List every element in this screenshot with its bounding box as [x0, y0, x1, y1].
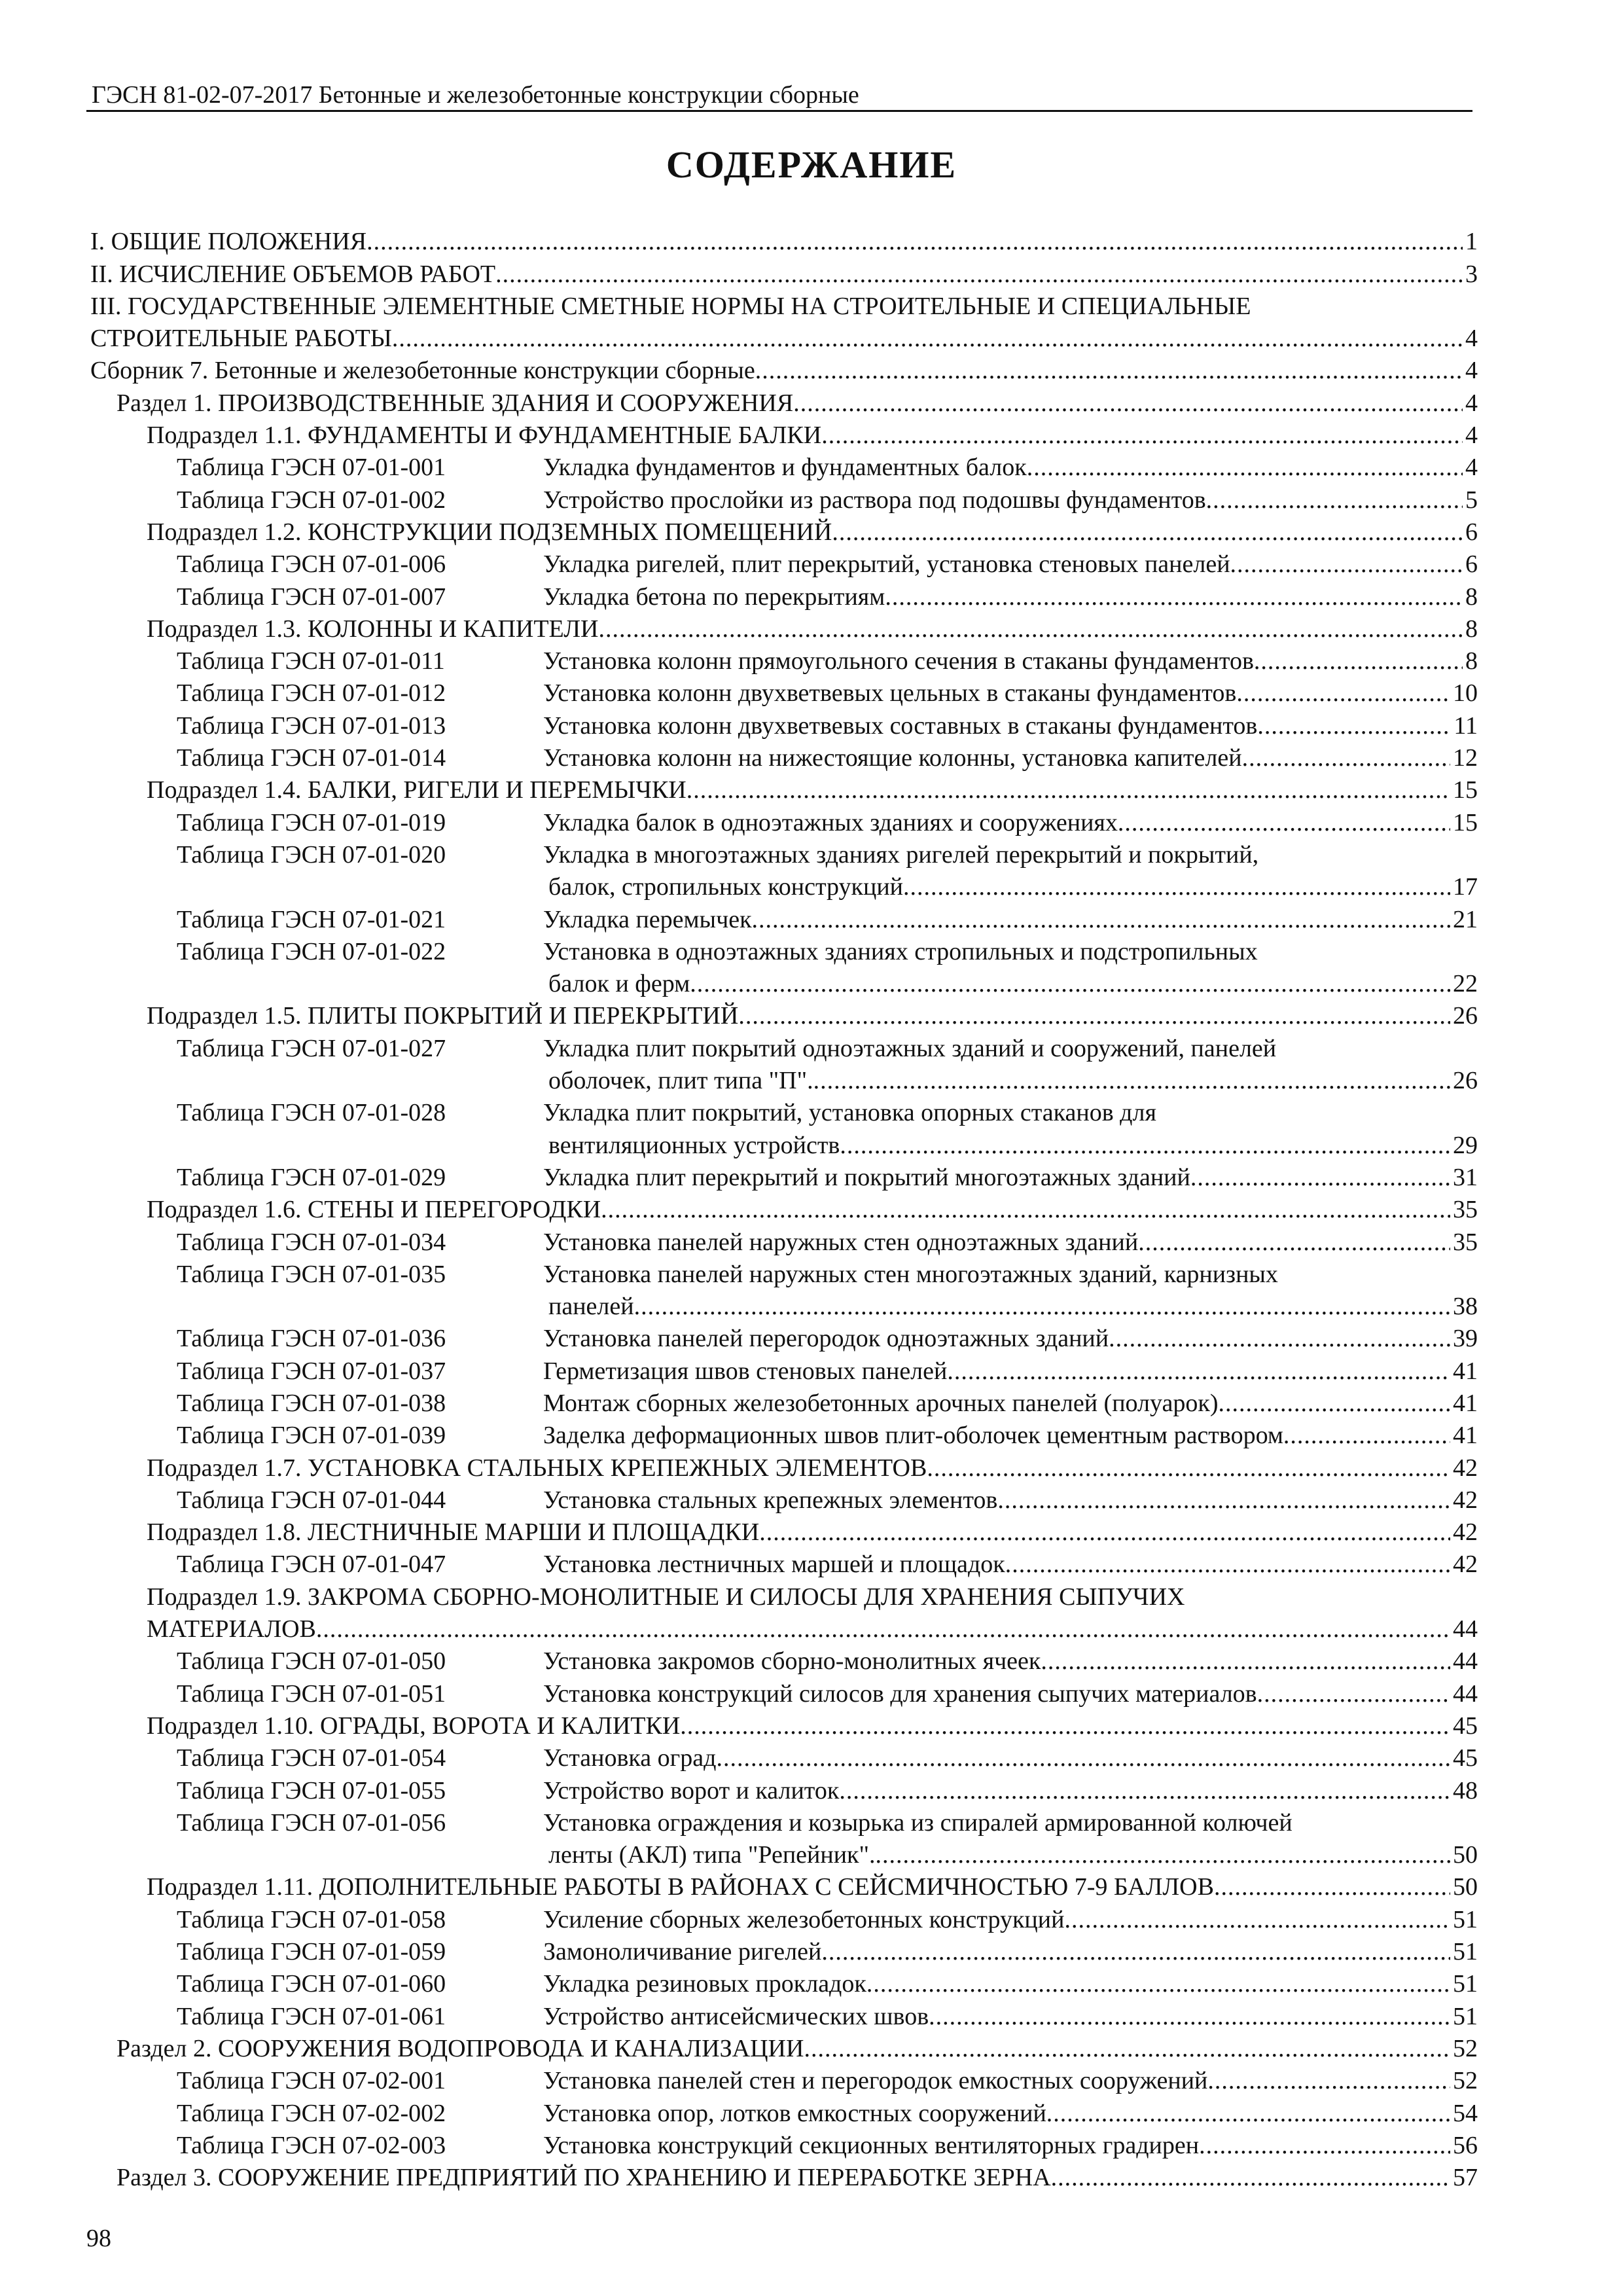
toc-leader-dots [793, 387, 1463, 420]
toc-page-number: 48 [1453, 1776, 1478, 1804]
toc-page-number: 4 [1465, 422, 1478, 450]
toc-entry [90, 645, 1478, 677]
toc-entry-title: Подраздел 1.9. ЗАКРОМА СБОРНО-МОНОЛИТНЫЕ И СИЛОСЫ ДЛЯ ХРАНЕНИЯ СЫПУЧИХ [147, 1583, 1185, 1611]
toc-entry [90, 387, 1478, 419]
toc-page-number: 6 [1465, 550, 1478, 579]
toc-leader-dots [634, 1291, 1450, 1323]
toc-entry-title: Укладка фундаментов и фундаментных балок [543, 454, 1027, 482]
toc-leader-dots [1257, 710, 1451, 742]
toc-leader-dots [716, 1742, 1450, 1774]
toc-entry [90, 1452, 1478, 1484]
toc-leader-dots [821, 1936, 1450, 1968]
toc-leader-dots [598, 613, 1463, 645]
toc-leader-dots [680, 1710, 1450, 1742]
toc-page-number: 15 [1453, 776, 1478, 804]
toc-entry [90, 1355, 1478, 1387]
toc-entry [90, 420, 1478, 452]
toc-page-number: 51 [1453, 1905, 1478, 1933]
toc-leader-dots [1109, 1323, 1450, 1355]
toc-leader-dots [687, 774, 1450, 806]
toc-page-number: 8 [1465, 647, 1478, 675]
toc-table-code: Таблица ГЭСН 07-01-050 [177, 1647, 446, 1676]
toc-page-number: 4 [1465, 357, 1478, 385]
toc-page-number: 35 [1453, 1196, 1478, 1224]
toc-entry-title: Укладка резиновых прокладок [543, 1970, 866, 1998]
toc-page-number: 17 [1453, 873, 1478, 901]
toc-entry [90, 1291, 1478, 1323]
toc-entry [90, 1839, 1478, 1871]
toc-table-code: Таблица ГЭСН 07-01-021 [177, 905, 446, 933]
toc-page-number: 42 [1453, 1518, 1478, 1547]
toc-entry-title: Усиление сборных железобетонных конструкций [543, 1905, 1065, 1933]
toc-table-code: Таблица ГЭСН 07-01-056 [177, 1808, 446, 1837]
toc-page-number: 3 [1465, 260, 1478, 288]
toc-leader-dots [876, 1839, 1450, 1871]
toc-leader-dots [1027, 452, 1463, 484]
toc-leader-dots [839, 1775, 1450, 1807]
toc-leader-dots [1207, 2065, 1450, 2097]
toc-leader-dots [392, 323, 1463, 355]
toc-page-number: 44 [1453, 1615, 1478, 1643]
toc-entry-title: Устройство прослойки из раствора под подошвы фундаментов [543, 486, 1206, 514]
toc-table-code: Таблица ГЭСН 07-01-039 [177, 1422, 446, 1450]
toc-page-number: 41 [1453, 1422, 1478, 1450]
toc-table-code: Таблица ГЭСН 07-01-034 [177, 1228, 446, 1256]
toc-page-number: 42 [1453, 1454, 1478, 1482]
toc-entry [90, 2000, 1478, 2032]
toc-entry-title: Замоноличивание ригелей [543, 1938, 822, 1966]
toc-entry-title: Подраздел 1.5. ПЛИТЫ ПОКРЫТИЙ И ПЕРЕКРЫТИЙ [147, 1002, 739, 1030]
toc-leader-dots [1199, 2130, 1450, 2162]
toc-entry [90, 2033, 1478, 2065]
toc-entry [90, 1645, 1478, 1677]
toc-entry-title: Укладка балок в одноэтажных зданиях и сооружениях [543, 808, 1118, 836]
toc-page-number: 52 [1453, 2067, 1478, 2095]
toc-table-code: Таблица ГЭСН 07-01-012 [177, 679, 446, 708]
toc-entry-title: Раздел 1. ПРОИЗВОДСТВЕННЫЕ ЗДАНИЯ И СООРУЖЕНИЯ [116, 389, 794, 417]
toc-entry-title: Устройство антисейсмических швов [543, 2002, 929, 2030]
toc-table-code: Таблица ГЭСН 07-01-007 [177, 583, 446, 611]
toc-page-number: 41 [1453, 1357, 1478, 1385]
toc-entry-title: ленты (АКЛ) типа "Репейник". [548, 1841, 876, 1869]
toc-entry [90, 1677, 1478, 1710]
toc-table-code: Таблица ГЭСН 07-01-055 [177, 1776, 446, 1804]
toc-leader-dots [1118, 807, 1450, 839]
toc-table-code: Таблица ГЭСН 07-01-058 [177, 1905, 446, 1933]
toc-page-number: 38 [1453, 1293, 1478, 1321]
toc-entry [90, 484, 1478, 516]
toc-entry-title: Укладка в многоэтажных зданиях ригелей перекрытий и покрытий, [543, 840, 1259, 869]
toc-entry-title: Установка конструкций секционных вентиляторных градирен [543, 2131, 1200, 2159]
toc-table-code: Таблица ГЭСН 07-02-003 [177, 2131, 446, 2159]
toc-entry [90, 355, 1478, 387]
toc-entry [90, 806, 1478, 838]
toc-entry [90, 1710, 1478, 1742]
toc-entry [90, 548, 1478, 581]
toc-leader-dots [738, 1000, 1450, 1032]
toc-leader-dots [821, 420, 1463, 452]
toc-page-number: 5 [1465, 486, 1478, 514]
toc-entry [90, 1903, 1478, 1935]
toc-entry-title: Раздел 3. СООРУЖЕНИЕ ПРЕДПРИЯТИЙ ПО ХРАНЕНИЮ И ПЕРЕРАБОТКЕ ЗЕРНА [116, 2164, 1051, 2192]
toc-leader-dots [813, 1065, 1450, 1097]
toc-table-code: Таблица ГЭСН 07-01-038 [177, 1389, 446, 1417]
toc-entry-title: Укладка ригелей, плит перекрытий, установка стеновых панелей [543, 550, 1230, 579]
toc-table-code: Таблица ГЭСН 07-02-002 [177, 2099, 446, 2127]
toc-entry-title: Подраздел 1.4. БАЛКИ, РИГЕЛИ И ПЕРЕМЫЧКИ [147, 776, 687, 804]
toc-page-number: 29 [1453, 1131, 1478, 1159]
toc-entry-title: Установка опор, лотков емкостных сооружений [543, 2099, 1046, 2127]
toc-entry [90, 1162, 1478, 1194]
toc-page-number: 4 [1465, 389, 1478, 417]
toc-entry-title: Укладка плит перекрытий и покрытий многоэтажных зданий [543, 1163, 1190, 1191]
toc-entry [90, 1129, 1478, 1161]
toc-entry [90, 1516, 1478, 1549]
toc-entry-title: Подраздел 1.2. КОНСТРУКЦИИ ПОДЗЕМНЫХ ПОМЕЩЕНИЙ [147, 518, 832, 546]
toc-page-number: 4 [1465, 454, 1478, 482]
toc-leader-dots [752, 904, 1450, 936]
toc-table-code: Таблица ГЭСН 07-01-002 [177, 486, 446, 514]
toc-table-code: Таблица ГЭСН 07-01-059 [177, 1938, 446, 1966]
toc-entry-title: Герметизация швов стеновых панелей [543, 1357, 948, 1385]
toc-entry [90, 774, 1478, 806]
toc-entry-title: Устройство ворот и калиток [543, 1776, 840, 1804]
toc-page-number: 51 [1453, 1970, 1478, 1998]
toc-entry [90, 936, 1478, 968]
toc-page-number: 31 [1453, 1163, 1478, 1191]
toc-entry-title: Установка колонн двухветвевых цельных в стаканы фундаментов [543, 679, 1237, 708]
toc-entry-title: Укладка плит покрытий одноэтажных зданий и сооружений, панелей [543, 1034, 1277, 1062]
toc-entry-title: СТРОИТЕЛЬНЫЕ РАБОТЫ [90, 325, 392, 353]
toc-entry [90, 613, 1478, 645]
toc-entry-title: балок и ферм [548, 970, 690, 998]
toc-entry-title: МАТЕРИАЛОВ [147, 1615, 316, 1643]
toc-leader-dots [929, 2001, 1450, 2033]
toc-page-number: 10 [1453, 679, 1478, 708]
toc-leader-dots [366, 226, 1463, 258]
toc-entry-title: Сборник 7. Бетонные и железобетонные конструкции сборные [90, 357, 755, 385]
toc-leader-dots [690, 968, 1450, 1000]
toc-entry-title: Установка панелей стен и перегородок емкостных сооружений [543, 2067, 1208, 2095]
toc-entry-title: II. ИСЧИСЛЕНИЕ ОБЪЕМОВ РАБОТ [90, 260, 496, 288]
toc-leader-dots [1218, 1388, 1450, 1420]
toc-entry [90, 1549, 1478, 1581]
toc-table-code: Таблица ГЭСН 07-01-035 [177, 1260, 446, 1288]
toc-leader-dots [1257, 1678, 1450, 1710]
toc-leader-dots [927, 1452, 1450, 1484]
toc-entry [90, 2162, 1478, 2194]
toc-page-number: 11 [1454, 711, 1478, 740]
toc-entry [90, 1871, 1478, 1903]
toc-entry-title: Подраздел 1.8. ЛЕСТНИЧНЫЕ МАРШИ И ПЛОЩАДКИ [147, 1518, 760, 1547]
toc-entry [90, 1420, 1478, 1452]
toc-entry [90, 1226, 1478, 1258]
toc-page-number: 8 [1465, 583, 1478, 611]
toc-page-number: 21 [1453, 905, 1478, 933]
toc-table-code: Таблица ГЭСН 07-01-044 [177, 1486, 446, 1514]
toc-page-number: 39 [1453, 1325, 1478, 1353]
toc-entry-title: балок, стропильных конструкций [548, 873, 904, 901]
toc-entry-title: панелей [548, 1293, 634, 1321]
toc-entry-title: Установка в одноэтажных зданиях стропильных и подстропильных [543, 937, 1258, 965]
toc-leader-dots [1190, 1162, 1450, 1194]
toc-page-number: 45 [1453, 1712, 1478, 1740]
toc-entry [90, 291, 1478, 323]
toc-table-code: Таблица ГЭСН 07-01-061 [177, 2002, 446, 2030]
toc-entry [90, 516, 1478, 548]
toc-entry [90, 839, 1478, 871]
toc-leader-dots [1230, 548, 1463, 581]
toc-page-number: 44 [1453, 1647, 1478, 1676]
toc-entry-title: Подраздел 1.1. ФУНДАМЕНТЫ И ФУНДАМЕНТНЫЕ БАЛКИ [147, 422, 822, 450]
toc-entry-title: Раздел 2. СООРУЖЕНИЯ ВОДОПРОВОДА И КАНАЛИЗАЦИИ [116, 2034, 804, 2062]
toc-page-number: 45 [1453, 1744, 1478, 1772]
toc-table-code: Таблица ГЭСН 07-01-047 [177, 1551, 446, 1579]
toc-entry [90, 1581, 1478, 1613]
toc-table-code: Таблица ГЭСН 07-01-006 [177, 550, 446, 579]
toc-entry-title: вентиляционных устройств [548, 1131, 840, 1159]
toc-entry-title: Установка оград [543, 1744, 717, 1772]
toc-entry-title: Установка панелей перегородок одноэтажных зданий [543, 1325, 1109, 1353]
toc-entry-title: Установка конструкций силосов для хранения сыпучих материалов [543, 1679, 1257, 1708]
toc-page-number: 50 [1453, 1841, 1478, 1869]
toc-table-code: Таблица ГЭСН 07-01-013 [177, 711, 446, 740]
toc-entry-title: Заделка деформационных швов плит-оболочек цементным раствором [543, 1422, 1283, 1450]
toc-leader-dots [601, 1194, 1450, 1226]
toc-table-code: Таблица ГЭСН 07-01-028 [177, 1099, 446, 1127]
toc-entry-title: Подраздел 1.7. УСТАНОВКА СТАЛЬНЫХ КРЕПЕЖНЫХ ЭЛЕМЕНТОВ [147, 1454, 927, 1482]
toc-entry [90, 1484, 1478, 1516]
toc-entry [90, 1323, 1478, 1355]
toc-table-code: Таблица ГЭСН 07-01-051 [177, 1679, 446, 1708]
toc-entry-title: Монтаж сборных железобетонных арочных панелей (полуарок) [543, 1389, 1219, 1417]
toc-leader-dots [840, 1130, 1450, 1162]
toc-entry-title: Укладка бетона по перекрытиям [543, 583, 885, 611]
toc-leader-dots [1046, 2098, 1450, 2130]
toc-entry-title: Установка колонн на нижестоящие колонны, установка капителей [543, 744, 1242, 772]
toc-page-number: 42 [1453, 1486, 1478, 1514]
toc-page-number: 26 [1453, 1067, 1478, 1095]
toc-entry [90, 2065, 1478, 2097]
toc-table-code: Таблица ГЭСН 07-01-022 [177, 937, 446, 965]
toc-table-code: Таблица ГЭСН 07-01-037 [177, 1357, 446, 1385]
page-title: СОДЕРЖАНИЕ [666, 143, 957, 186]
toc-page-number: 51 [1453, 1938, 1478, 1966]
toc-page-number: 57 [1453, 2164, 1478, 2192]
toc-leader-dots [1005, 1549, 1450, 1581]
running-header [86, 77, 1472, 112]
toc-page-number: 1 [1465, 228, 1478, 256]
toc-leader-dots [1138, 1227, 1450, 1259]
toc-table-code: Таблица ГЭСН 07-01-014 [177, 744, 446, 772]
toc-entry [90, 258, 1478, 290]
toc-page-number: 4 [1465, 325, 1478, 353]
toc-entry [90, 581, 1478, 613]
toc-entry-title: Установка колонн прямоугольного сечения в стаканы фундаментов [543, 647, 1254, 675]
table-of-contents [90, 226, 1478, 2194]
toc-entry-title: Подраздел 1.11. ДОПОЛНИТЕЛЬНЫЕ РАБОТЫ В РАЙОНАХ С СЕЙСМИЧНОСТЬЮ 7-9 БАЛЛОВ [147, 1873, 1214, 1901]
toc-table-code: Таблица ГЭСН 07-01-011 [177, 647, 445, 675]
toc-entry [90, 2097, 1478, 2129]
toc-entry [90, 1097, 1478, 1129]
toc-table-code: Таблица ГЭСН 07-02-001 [177, 2067, 446, 2095]
toc-leader-dots [495, 259, 1463, 291]
toc-entry [90, 1613, 1478, 1645]
toc-page-number: 6 [1465, 518, 1478, 546]
toc-page-number: 15 [1453, 808, 1478, 836]
toc-entry-title: Подраздел 1.6. СТЕНЫ И ПЕРЕГОРОДКИ [147, 1196, 601, 1224]
toc-table-code: Таблица ГЭСН 07-01-054 [177, 1744, 446, 1772]
toc-leader-dots [903, 871, 1450, 903]
toc-leader-dots [1236, 677, 1450, 709]
toc-entry [90, 742, 1478, 774]
toc-entry [90, 1000, 1478, 1032]
toc-leader-dots [1283, 1420, 1450, 1452]
toc-entry-title: Установка стальных крепежных элементов [543, 1486, 998, 1514]
toc-page-number: 44 [1453, 1679, 1478, 1708]
toc-page-number: 8 [1465, 615, 1478, 643]
toc-entry [90, 1968, 1478, 2000]
toc-page-number: 51 [1453, 2002, 1478, 2030]
toc-page-number: 54 [1453, 2099, 1478, 2127]
toc-entry [90, 226, 1478, 258]
toc-entry [90, 2130, 1478, 2162]
toc-table-code: Таблица ГЭСН 07-01-029 [177, 1163, 446, 1191]
toc-leader-dots [316, 1613, 1450, 1645]
toc-entry [90, 1742, 1478, 1774]
toc-table-code: Таблица ГЭСН 07-01-036 [177, 1325, 446, 1353]
toc-page-number: 35 [1453, 1228, 1478, 1256]
toc-entry [90, 903, 1478, 935]
toc-leader-dots [759, 1516, 1450, 1549]
toc-page-number: 26 [1453, 1002, 1478, 1030]
toc-entry-title: I. ОБЩИЕ ПОЛОЖЕНИЯ [90, 228, 367, 256]
toc-entry [90, 1774, 1478, 1806]
toc-page-number: 56 [1453, 2131, 1478, 2159]
toc-entry-title: Укладка плит покрытий, установка опорных стаканов для [543, 1099, 1156, 1127]
toc-leader-dots [1051, 2162, 1450, 2194]
toc-leader-dots [1214, 1871, 1450, 1903]
toc-table-code: Таблица ГЭСН 07-01-020 [177, 840, 446, 869]
toc-entry-title: оболочек, плит типа "П". [548, 1067, 813, 1095]
toc-entry [90, 709, 1478, 742]
toc-entry-title: III. ГОСУДАРСТВЕННЫЕ ЭЛЕМЕНТНЫЕ СМЕТНЫЕ НОРМЫ НА СТРОИТЕЛЬНЫЕ И СПЕЦИАЛЬНЫЕ [90, 292, 1251, 320]
toc-entry [90, 1259, 1478, 1291]
toc-leader-dots [1254, 645, 1463, 677]
toc-leader-dots [804, 2033, 1450, 2065]
toc-entry-title: Установка панелей наружных стен многоэтажных зданий, карнизных [543, 1260, 1278, 1288]
toc-leader-dots [1064, 1904, 1450, 1936]
toc-leader-dots [755, 355, 1463, 387]
toc-page-number: 52 [1453, 2034, 1478, 2062]
toc-entry-title: Укладка перемычек [543, 905, 752, 933]
toc-entry [90, 968, 1478, 1000]
toc-leader-dots [1206, 484, 1463, 516]
toc-leader-dots [1041, 1645, 1450, 1677]
toc-page-number: 42 [1453, 1551, 1478, 1579]
page-number: 98 [86, 2225, 111, 2252]
toc-table-code: Таблица ГЭСН 07-01-001 [177, 454, 446, 482]
toc-leader-dots [947, 1355, 1450, 1388]
toc-page-number: 22 [1453, 970, 1478, 998]
toc-entry-title: Установка ограждения и козырька из спиралей армированной колючей [543, 1808, 1293, 1837]
toc-entry [90, 1807, 1478, 1839]
toc-entry [90, 1194, 1478, 1226]
toc-entry-title: Установка лестничных маршей и площадок [543, 1551, 1005, 1579]
toc-page-number: 12 [1453, 744, 1478, 772]
toc-leader-dots [1242, 742, 1450, 774]
toc-leader-dots [832, 516, 1463, 548]
toc-entry-title: Установка колонн двухветвевых составных в стаканы фундаментов [543, 711, 1258, 740]
toc-entry [90, 452, 1478, 484]
toc-table-code: Таблица ГЭСН 07-01-027 [177, 1034, 446, 1062]
toc-entry [90, 677, 1478, 709]
running-header-text: ГЭСН 81-02-07-2017 Бетонные и железобетонные конструкции сборные [92, 81, 859, 109]
toc-leader-dots [885, 581, 1463, 613]
toc-table-code: Таблица ГЭСН 07-01-019 [177, 808, 446, 836]
toc-entry [90, 1065, 1478, 1097]
toc-entry-title: Подраздел 1.10. ОГРАДЫ, ВОРОТА И КАЛИТКИ [147, 1712, 681, 1740]
toc-entry [90, 1388, 1478, 1420]
toc-table-code: Таблица ГЭСН 07-01-060 [177, 1970, 446, 1998]
toc-entry-title: Установка закромов сборно-монолитных ячеек [543, 1647, 1041, 1676]
toc-page-number: 41 [1453, 1389, 1478, 1417]
toc-leader-dots [997, 1484, 1450, 1516]
toc-entry-title: Подраздел 1.3. КОЛОННЫ И КАПИТЕЛИ [147, 615, 599, 643]
toc-leader-dots [866, 1968, 1450, 2000]
toc-page-number: 50 [1453, 1873, 1478, 1901]
toc-entry [90, 1936, 1478, 1968]
toc-entry [90, 1032, 1478, 1064]
toc-entry [90, 871, 1478, 903]
toc-entry [90, 323, 1478, 355]
toc-entry-title: Установка панелей наружных стен одноэтажных зданий [543, 1228, 1139, 1256]
